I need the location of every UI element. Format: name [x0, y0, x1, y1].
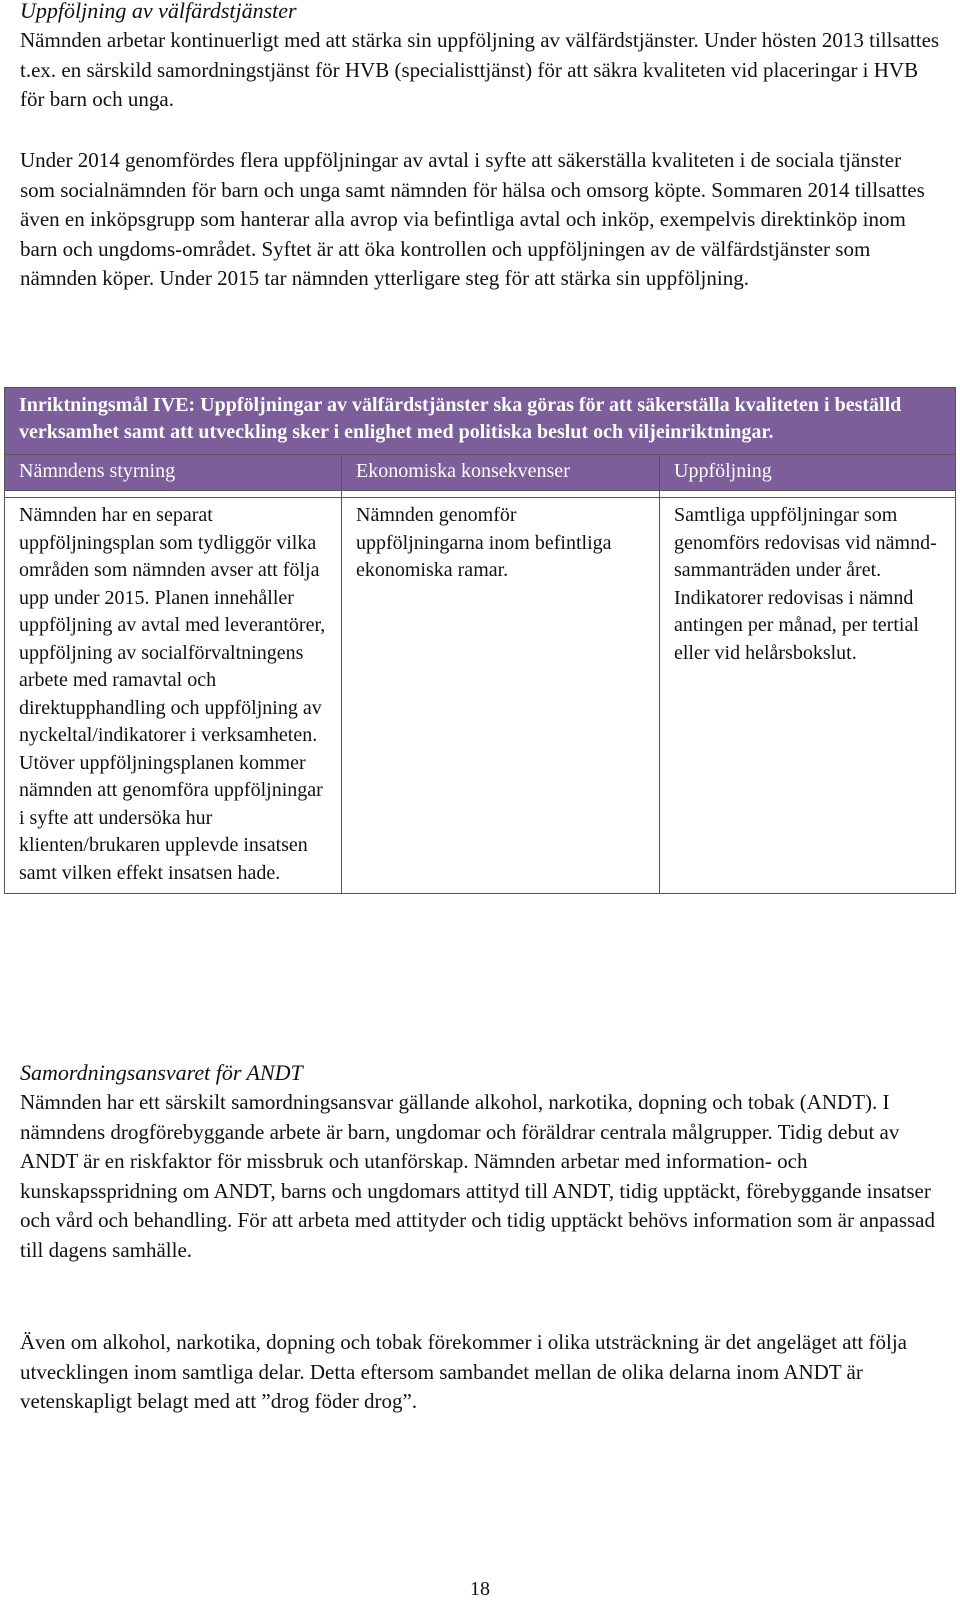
- header-row: [5, 455, 956, 491]
- section-andt: [20, 1058, 940, 1265]
- column-header-followup: Uppföljning: [660, 455, 956, 491]
- spacer-cell: [5, 491, 342, 498]
- goal-statement: Inriktningsmål IVE: Uppföljningar av välfärdstjänster ska göras för att säkerställa kvaliteten i beställd verksamhet samt att utveckling sker i enlighet med politiska beslut och viljeinriktningar.: [5, 388, 956, 455]
- cell-followup: Samtliga uppföljningar som genomförs redovisas vid nämnd-sammanträden under året. Indikatorer redovisas i nämnd antingen per månad, per tertial eller vid helårsbokslut.: [660, 498, 956, 894]
- section-heading: Samordningsansvaret för ANDT: [20, 1060, 303, 1085]
- page-number: 18: [470, 1578, 490, 1600]
- table-row: [5, 498, 956, 894]
- goal-table: [4, 387, 956, 894]
- paragraph-drug-connection: Även om alkohol, narkotika, dopning och tobak förekommer i olika utsträckning är det angeläget att följa utvecklingen inom samtliga delar. Detta eftersom sambandet mellan de olika delarna inom ANDT är vetenskapligt belagt med att ”drog föder drog”.: [20, 1330, 907, 1413]
- spacer-cell: [660, 491, 956, 498]
- goal-row: [5, 388, 956, 455]
- column-header-economic: Ekonomiska konsekvenser: [342, 455, 660, 491]
- section-paragraph: Nämnden arbetar kontinuerligt med att stärka sin uppföljning av välfärdstjänster. Under hösten 2013 tillsattes t.ex. en särskild samordningstjänst för HVB (specialisttjänst) för att säkra kvaliteten vid placeringar i HVB för barn och unga.: [20, 28, 940, 111]
- cell-economic: Nämnden genomför uppföljningarna inom befintliga ekonomiska ramar.: [342, 498, 660, 894]
- section-heading: Uppföljning av välfärdstjänster: [20, 0, 297, 23]
- spacer-cell: [342, 491, 660, 498]
- section-follow-up-welfare: [20, 0, 940, 115]
- paragraph-2014-followups: Under 2014 genomfördes flera uppföljningar av avtal i syfte att säkerställa kvaliteten i de sociala tjänster som socialnämnden för barn och unga samt nämnden för hälsa och omsorg köpte. Sommaren 2014 tillsattes även en inköpsgrupp som hanterar alla avrop via befintliga avtal och inköp, exempelvis direktinköp inom barn och ungdoms-området. Syftet är att öka kontrollen och uppföljningen av de välfärdstjänster som nämnden köper. Under 2015 tar nämnden ytterligare steg för att stärka sin uppföljning.: [20, 148, 925, 290]
- column-header-governance: Nämndens styrning: [5, 455, 342, 491]
- section-paragraph: Nämnden har ett särskilt samordningsansvar gällande alkohol, narkotika, dopning och tobak (ANDT). I nämndens drogförebyggande arbete är barn, ungdomar och föräldrar centrala målgrupper. Tidig debut av ANDT är en riskfaktor för missbruk och utanförskap. Nämnden arbetar med information- och kunskapsspridning om ANDT, barns och ungdomars attityd till ANDT, tidig upptäckt, förebyggande insatser och vård och behandling. För att arbeta med attityder och tidig upptäckt behövs information som är anpassad till dagens samhälle.: [20, 1090, 935, 1262]
- spacer-row: [5, 491, 956, 498]
- cell-governance: Nämnden har en separat uppföljningsplan som tydliggör vilka områden som nämnden avser att följa upp under 2015. Planen innehåller uppföljning av avtal med leverantörer, uppföljning av socialförvaltningens arbete med ramavtal och direktupphandling och uppföljning av nyckeltal/indikatorer i verksamheten. Utöver uppföljningsplanen kommer nämnden att genomföra uppföljningar i syfte att undersöka hur klienten/brukaren upplevde insatsen samt vilken effekt insatsen hade.: [5, 498, 342, 894]
